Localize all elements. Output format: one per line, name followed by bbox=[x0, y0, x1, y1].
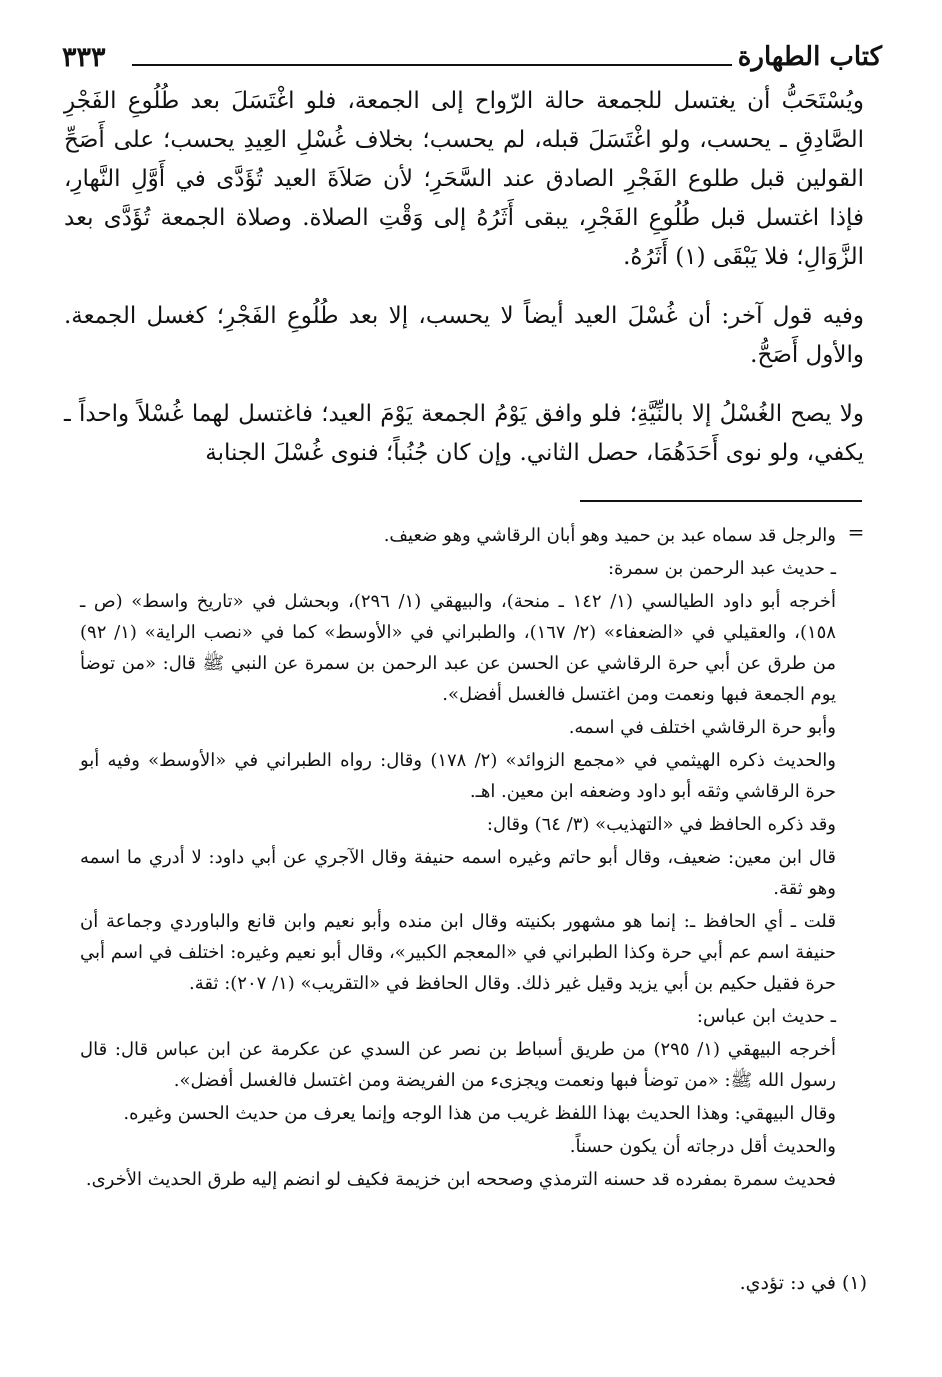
footnote-paragraph: قلت ـ أي الحافظ ـ: إنما هو مشهور بكنيته وقال ابن منده وأبو نعيم وابن قانع والباوردي وجماعة أن حنيفة اسم عم أبي حرة وكذا الطبراني في «المعجم الكبير»، وقال أبو نعيم وغيره: اختلف في اسم أبي حرة فقيل حكيم بن أبي يزيد وقيل غير ذلك. وقال الحافظ في «التقريب» (١/ ٢٠٧): ثقة. bbox=[80, 911, 836, 994]
footnote-paragraph: وقال البيهقي: وهذا الحديث بهذا اللفظ غريب من هذا الوجه وإنما يعرف من حديث الحسن وغيره. bbox=[123, 1103, 836, 1124]
footnote-continuation-mark: = bbox=[847, 520, 865, 544]
footnotes bbox=[80, 520, 836, 1197]
footnote-paragraph: أخرجه أبو داود الطيالسي (١/ ١٤٢ ـ منحة)، والبيهقي (١/ ٢٩٦)، وبحشل في «تاريخ واسط» (ص ـ ١٥٨)، والعقيلي في «الضعفاء» (٢/ ١٦٧)، والطبراني في «الأوسط» كما في «نصب الراية» (١/ ٩٢) من طرق عن أبي حرة الرقاشي عن الحسن عن عبد الرحمن بن سمرة عن النبي ﷺ قال: «من توضأ يوم الجمعة فبها ونعمت ومن اغتسل فالغسل أفضل». bbox=[80, 591, 836, 705]
footnote-paragraph: ـ حديث عبد الرحمن بن سمرة: bbox=[607, 558, 836, 579]
footnote-paragraph: وقد ذكره الحافظ في «التهذيب» (٣/ ٦٤) وقال: bbox=[486, 814, 836, 835]
footnote-paragraph: قال ابن معين: ضعيف، وقال أبو حاتم وغيره اسمه حنيفة وقال الآجري عن أبي داود: لا أدري ما اسمه وهو ثقة. bbox=[80, 847, 836, 899]
main-paragraph-2: وفيه قول آخر: أن غُسْلَ العيد أيضاً لا يحسب، إلا بعد طُلُوعِ الفَجْرِ؛ كغسل الجمعة. والأول أَصَحُّ. bbox=[64, 303, 864, 368]
footnote-paragraph: فحديث سمرة بمفرده قد حسنه الترمذي وصححه ابن خزيمة فكيف لو انضم إليه طرق الحديث الأخرى. bbox=[85, 1169, 836, 1190]
main-paragraph-3: ولا يصح الغُسْلُ إلا بالنِّيَّةِ؛ فلو وافق يَوْمُ الجمعة يَوْمَ العيد؛ فاغتسل لهما غُسْلاً واحداً ـ يكفي، ولو نوى أَحَدَهُمَا، حصل الثاني. وإن كان جُنُباً؛ فنوى غُسْلَ الجنابة bbox=[64, 401, 864, 466]
footnote-paragraph: وأبو حرة الرقاشي اختلف في اسمه. bbox=[568, 717, 836, 738]
header-rule bbox=[132, 64, 732, 66]
footnote-paragraph: ـ حديث ابن عباس: bbox=[696, 1006, 836, 1027]
footnote-separator bbox=[580, 500, 862, 502]
footnote-paragraph: والرجل قد سماه عبد بن حميد وهو أبان الرقاشي وهو ضعيف. bbox=[383, 525, 836, 546]
variant-footnote: (١) في د: تؤدي. bbox=[739, 1272, 867, 1294]
footnote-paragraph: أخرجه البيهقي (١/ ٢٩٥) من طريق أسباط بن نصر عن السدي عن عكرمة عن ابن عباس قال: قال رسول الله ﷺ: «من توضأ فبها ونعمت ويجزىء من الفريضة ومن اغتسل فالغسل أفضل». bbox=[80, 1039, 836, 1091]
page-number: ٣٣٣ bbox=[62, 42, 106, 73]
chapter-title: كتاب الطهارة bbox=[737, 42, 882, 72]
page-header bbox=[62, 42, 882, 82]
main-paragraph-1: ويُسْتَحَبُّ أن يغتسل للجمعة حالة الرّواح إلى الجمعة، فلو اغْتَسَلَ بعد طُلُوعِ الفَجْرِ الصَّادِقِ ـ يحسب، ولو اغْتَسَلَ قبله، لم يحسب؛ بخلاف غُسْلِ العِيدِ يحسب؛ على أَصَحِّ القولين قبل طلوع الفَجْرِ الصادق عند السَّحَرِ؛ لأن صَلاَةَ العيد تُؤَدَّى في أَوَّلِ النَّهارِ، فإذا اغتسل قبل طُلُوعِ الفَجْرِ، يبقى أَثَرُهُ إلى وَقْتِ الصلاة. وصلاة الجمعة تُؤَدَّى بعد الزَّوَالِ؛ فلا يَبْقَى (١) أَثَرُهُ. bbox=[64, 88, 864, 270]
footnote-paragraph: والحديث أقل درجاته أن يكون حسناً. bbox=[569, 1136, 836, 1157]
main-text bbox=[64, 82, 864, 493]
footnote-paragraph: والحديث ذكره الهيثمي في «مجمع الزوائد» (٢/ ١٧٨) وقال: رواه الطبراني في «الأوسط» وفيه أبو حرة الرقاشي وثقه أبو داود وضعفه ابن معين. اهـ. bbox=[80, 750, 836, 802]
